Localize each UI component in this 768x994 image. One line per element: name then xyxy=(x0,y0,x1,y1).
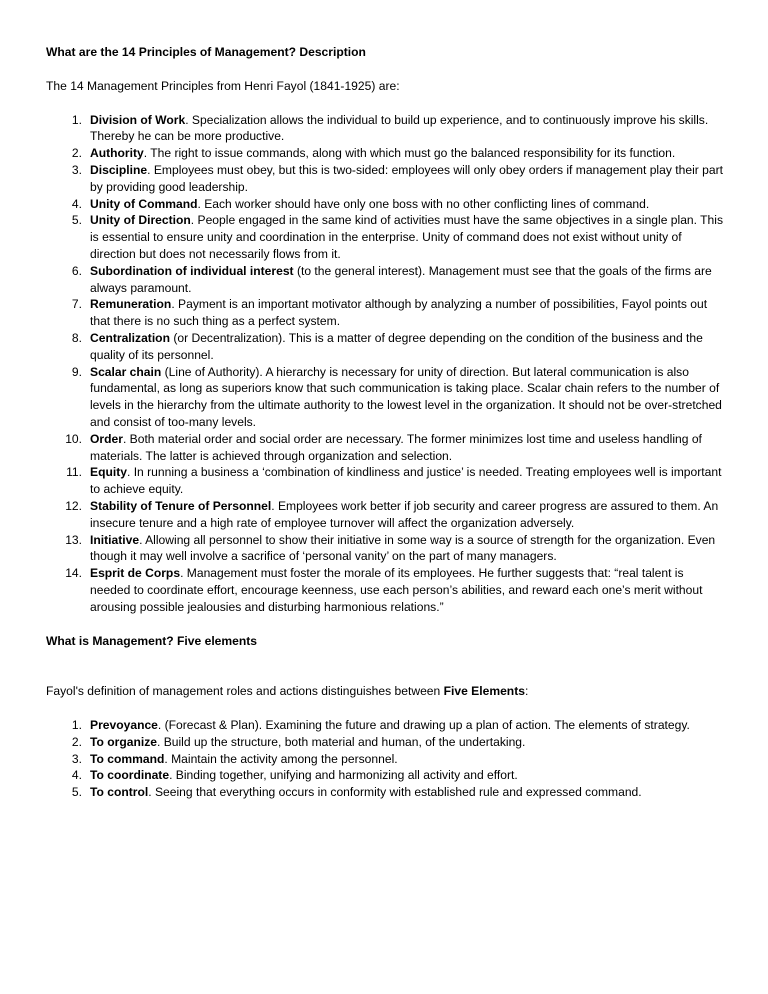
list-number: 3. xyxy=(71,751,82,766)
list-item xyxy=(46,212,726,262)
list-item-term: Equity xyxy=(90,465,127,480)
list-number: 13. xyxy=(65,532,82,547)
list-item-text: . Management must foster the morale of its employees. He further suggests that: “real talent is needed to coordinate effort, encourage keenness, use each person’s abilities, and reward each one’s merit without arousing possible jealousies and disturbing harmonious relations.” xyxy=(90,566,703,614)
five-elements-list xyxy=(46,717,726,801)
document-page xyxy=(46,44,726,801)
list-item xyxy=(46,431,726,465)
list-item-term: Authority xyxy=(90,146,144,161)
section-heading-principles: What are the 14 Principles of Management? Description xyxy=(46,45,366,59)
list-number: 2. xyxy=(71,734,82,749)
list-number: 10. xyxy=(65,431,82,446)
list-item-term: Esprit de Corps xyxy=(90,566,181,581)
list-item-text: . Each worker should have only one boss with no other conflicting lines of command. xyxy=(197,196,650,211)
list-item xyxy=(46,734,726,751)
list-item-text: (to the general interest). Management must see that the goals of the firms are always paramount. xyxy=(90,263,712,295)
list-item-text: . Employees work better if job security and career progress are assured to them. An insecure tenure and a high rate of employee turnover will affect the organization adversely. xyxy=(90,498,719,530)
list-item-term: Initiative xyxy=(90,532,140,547)
list-item-term: Unity of Command xyxy=(90,196,198,211)
list-number: 5. xyxy=(71,213,82,228)
list-item-text: . Employees must obey, but this is two-sided: employees will only obey orders if management play their part by providing good leadership. xyxy=(90,162,723,194)
list-item xyxy=(46,784,726,801)
five-elements-intro xyxy=(46,683,726,700)
list-number: 8. xyxy=(71,330,82,345)
list-number: 14. xyxy=(65,566,82,581)
list-number: 1. xyxy=(71,718,82,733)
list-item xyxy=(46,751,726,768)
list-item-text: . People engaged in the same kind of activities must have the same objectives in a single plan. This is essential to ensure unity and coordination in the enterprise. Unity of command does not exist without unity of direction but does not necessarily flows from it. xyxy=(90,213,724,261)
list-number: 3. xyxy=(71,162,82,177)
list-item xyxy=(46,162,726,196)
list-item-term: Discipline xyxy=(90,162,148,177)
list-item-term: Division of Work xyxy=(90,112,186,127)
list-item-term: Stability of Tenure of Personnel xyxy=(90,498,272,513)
list-item-term: Scalar chain xyxy=(90,364,162,379)
list-item-text: . Build up the structure, both material and human, of the undertaking. xyxy=(156,734,526,749)
section-heading-five-elements: What is Management? Five elements xyxy=(46,633,258,648)
list-number: 2. xyxy=(71,146,82,161)
list-item xyxy=(46,196,726,213)
list-item xyxy=(46,565,726,615)
list-number: 9. xyxy=(71,364,82,379)
list-item-term: Remuneration xyxy=(90,297,172,312)
list-item xyxy=(46,532,726,566)
list-item xyxy=(46,263,726,297)
list-item xyxy=(46,364,726,431)
list-item xyxy=(46,330,726,364)
list-item-text: . Seeing that everything occurs in conformity with established rule and expressed command. xyxy=(148,785,642,800)
list-item-text: (or Decentralization). This is a matter of degree depending on the condition of the business and the quality of its personnel. xyxy=(90,330,703,362)
list-item-term: Prevoyance xyxy=(90,718,158,733)
list-item-term: To command xyxy=(90,751,165,766)
principles-intro: The 14 Management Principles from Henri Fayol (1841-1925) are: xyxy=(46,78,400,93)
list-item-text: . Maintain the activity among the personnel. xyxy=(164,751,398,766)
list-item xyxy=(46,112,726,146)
list-item-text: . Payment is an important motivator although by analyzing a number of possibilities, Fayol points out that there is no such thing as a perfect system. xyxy=(90,297,708,329)
list-item-text: . Binding together, unifying and harmonizing all activity and effort. xyxy=(169,768,518,783)
list-item xyxy=(46,296,726,330)
list-item xyxy=(46,717,726,734)
list-item-term: Centralization xyxy=(90,330,170,345)
principles-list xyxy=(46,112,726,616)
list-item-text: . In running a business a ‘combination of kindliness and justice’ is needed. Treating employees well is important to achieve equity. xyxy=(90,465,722,497)
list-number: 11. xyxy=(66,465,82,480)
list-item xyxy=(46,767,726,784)
list-item xyxy=(46,464,726,498)
list-item-text: (Line of Authority). A hierarchy is necessary for unity of direction. But lateral communication is also fundamental, as long as superiors know that such communication is taking place. Scalar chain refers to the number of levels in the hierarchy from the ultimate authority to the lowest level in the organization. It should not be over-stretched and consist of too-many levels. xyxy=(90,364,722,429)
list-item-term: Order xyxy=(90,431,123,446)
intro-bold-term: Five Elements xyxy=(443,684,525,699)
list-item-term: Subordination of individual interest xyxy=(90,263,294,278)
list-item-text: . Allowing all personnel to show their initiative in some way is a source of strength for the organization. Even though it may well involve a sacrifice of ‘personal vanity’ on the part of many managers. xyxy=(90,532,716,564)
list-item-term: To organize xyxy=(90,734,157,749)
list-item-text: . The right to issue commands, along with which must go the balanced responsibility for its function. xyxy=(143,146,676,161)
list-item-term: Unity of Direction xyxy=(90,213,191,228)
list-number: 4. xyxy=(71,196,82,211)
list-number: 1. xyxy=(71,112,82,127)
list-item-text: . Specialization allows the individual to build up experience, and to continuously improve his skills. Thereby he can be more productive. xyxy=(90,112,709,144)
list-item-text: . (Forecast & Plan). Examining the future and drawing up a plan of action. The elements of strategy. xyxy=(157,718,690,733)
list-item-term: To coordinate xyxy=(90,768,170,783)
list-number: 6. xyxy=(71,263,82,278)
list-item-term: To control xyxy=(90,785,149,800)
list-item xyxy=(46,145,726,162)
list-item-text: . Both material order and social order are necessary. The former minimizes lost time and useless handling of materials. The latter is achieved through organization and selection. xyxy=(90,431,702,463)
list-number: 7. xyxy=(71,297,82,312)
list-number: 4. xyxy=(71,768,82,783)
list-item xyxy=(46,498,726,532)
intro-suffix: : xyxy=(524,684,529,699)
list-number: 5. xyxy=(71,785,82,800)
intro-text: Fayol's definition of management roles and actions distinguishes between xyxy=(46,684,444,699)
list-number: 12. xyxy=(65,498,82,513)
